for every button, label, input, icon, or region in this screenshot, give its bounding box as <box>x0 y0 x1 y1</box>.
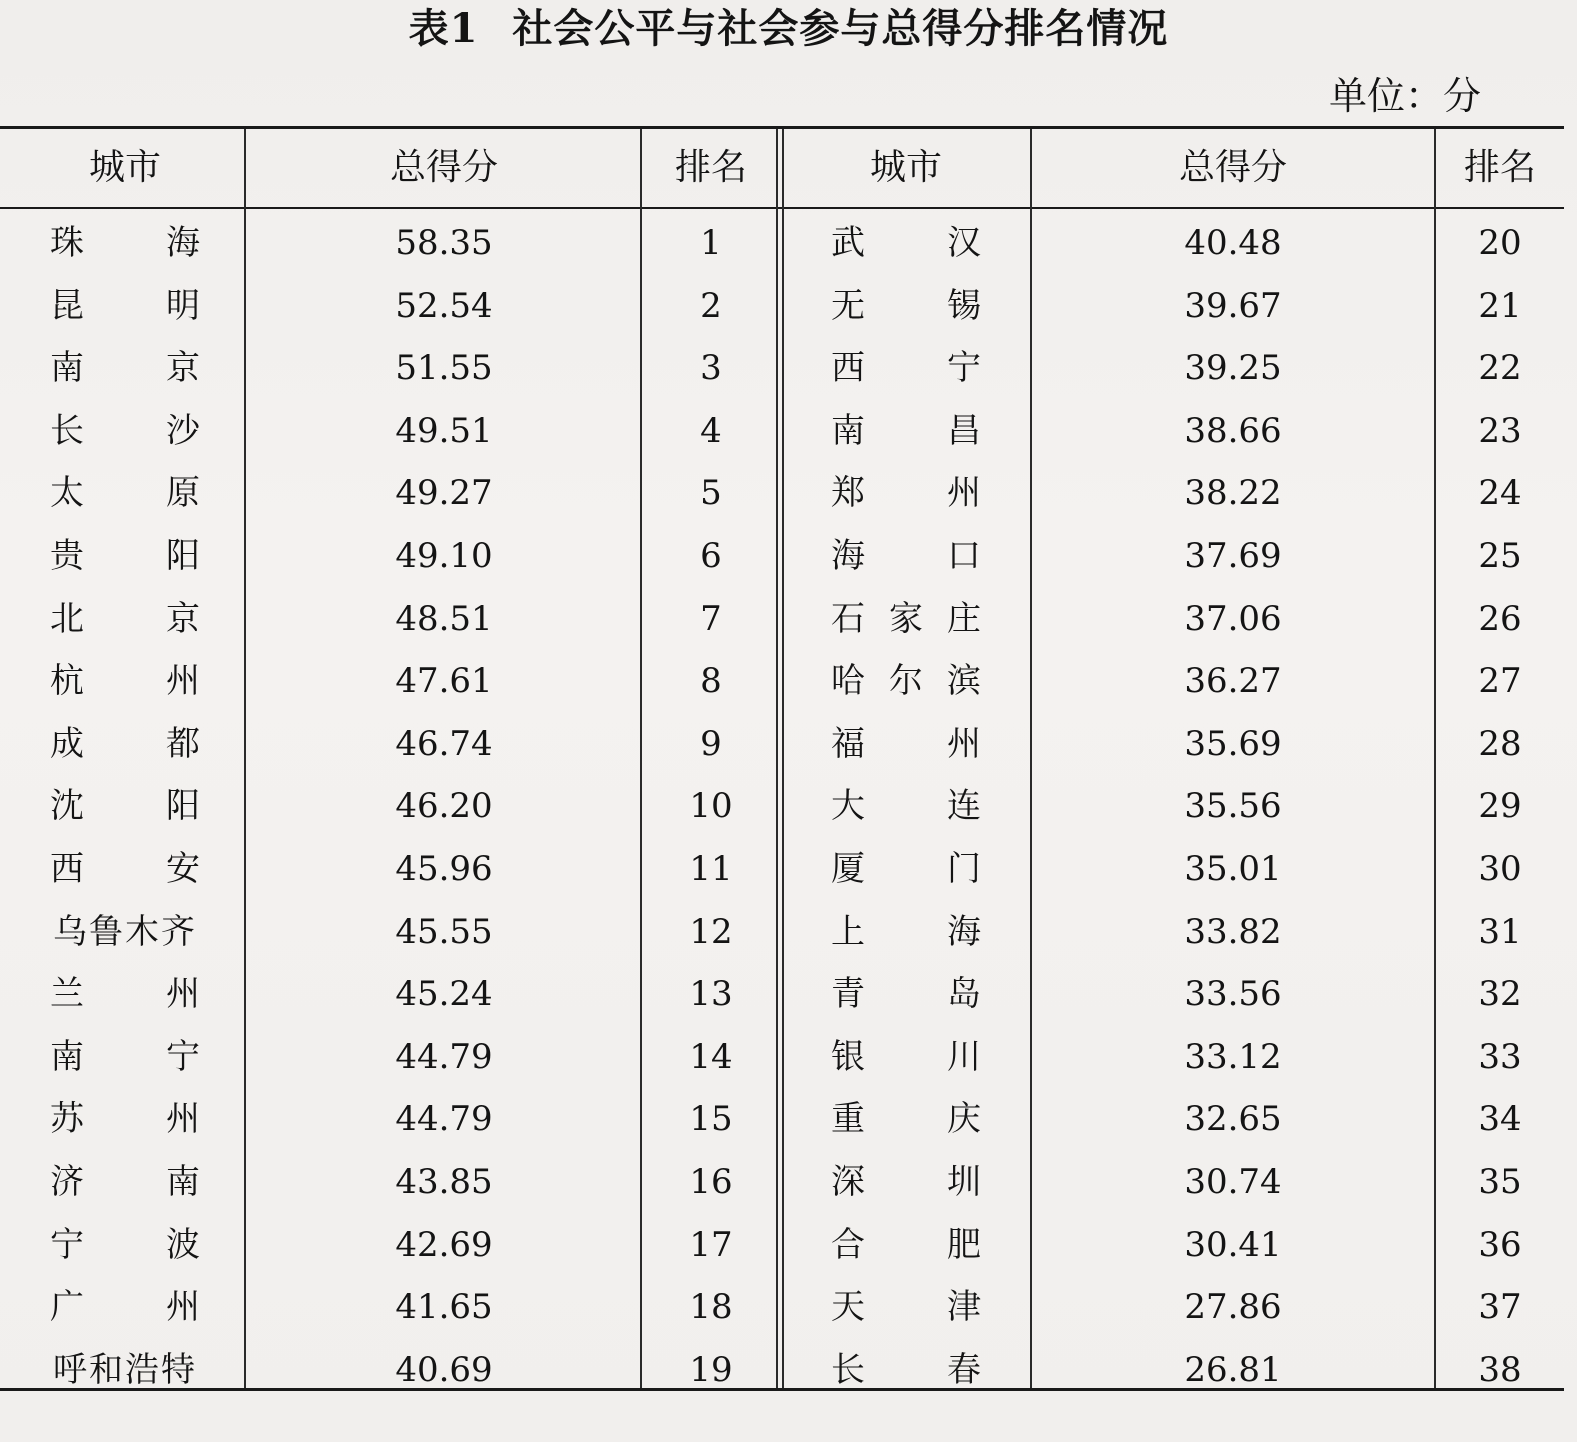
table-row <box>0 775 1564 837</box>
rank-cell-right: 28 <box>1478 723 1522 764</box>
rank-cell-right: 22 <box>1478 348 1522 389</box>
city-name: 海口 <box>831 536 981 576</box>
city-cell-left <box>30 275 220 337</box>
rank-cell-left: 7 <box>700 598 722 639</box>
city-cell-left <box>30 588 220 650</box>
city-cell-right <box>806 337 1006 399</box>
city-name: 乌鲁木齐 <box>53 911 197 952</box>
city-name: 济南 <box>50 1162 200 1202</box>
rank-cell-right: 24 <box>1478 473 1522 514</box>
city-cell-right <box>806 462 1006 524</box>
score-cell-right: 40.48 <box>1184 223 1282 263</box>
rank-cell-left: 2 <box>700 285 722 326</box>
city-name: 南京 <box>50 348 200 389</box>
score-cell-right: 35.56 <box>1184 786 1282 827</box>
table-row <box>0 525 1564 587</box>
rank-cell-left: 13 <box>689 974 733 1015</box>
score-cell-left: 41.65 <box>395 1287 493 1328</box>
ranking-table <box>0 126 1564 1392</box>
header-score-right: 总得分 <box>1178 147 1287 188</box>
score-cell-right: 35.69 <box>1184 723 1282 764</box>
table-row <box>0 1214 1564 1276</box>
score-cell-right: 30.41 <box>1184 1224 1282 1265</box>
city-name: 郑州 <box>831 473 981 514</box>
rank-cell-right: 26 <box>1478 598 1522 639</box>
city-name: 长沙 <box>50 410 200 451</box>
score-cell-right: 39.67 <box>1184 285 1282 326</box>
score-cell-left: 52.54 <box>395 285 493 326</box>
table-row <box>0 1276 1564 1338</box>
city-cell-left <box>30 650 220 712</box>
score-cell-right: 35.01 <box>1184 849 1282 889</box>
score-cell-right: 36.27 <box>1184 661 1282 702</box>
table-number: 表1 <box>408 5 479 52</box>
city-cell-right <box>806 838 1006 900</box>
rank-cell-right: 38 <box>1478 1349 1522 1390</box>
score-cell-right: 33.12 <box>1184 1036 1282 1077</box>
city-cell-right <box>806 650 1006 712</box>
score-cell-left: 44.79 <box>395 1036 493 1077</box>
rank-cell-left: 5 <box>700 473 722 514</box>
rank-cell-left: 19 <box>689 1349 733 1390</box>
table-row <box>0 650 1564 712</box>
rank-cell-left: 8 <box>700 661 722 702</box>
table-row <box>0 713 1564 775</box>
score-cell-left: 49.27 <box>395 473 493 514</box>
city-cell-right <box>806 1339 1006 1401</box>
city-name: 深圳 <box>831 1162 981 1202</box>
rank-cell-left: 6 <box>700 536 722 576</box>
city-name: 银川 <box>831 1036 981 1077</box>
city-name: 石家庄 <box>831 598 981 639</box>
rank-cell-right: 37 <box>1478 1287 1522 1328</box>
score-cell-left: 44.79 <box>395 1099 493 1140</box>
table-row <box>0 963 1564 1025</box>
city-name: 上海 <box>831 911 981 952</box>
city-cell-right <box>806 1088 1006 1150</box>
city-cell-left <box>30 713 220 775</box>
header-city-left: 城市 <box>88 147 161 188</box>
rank-cell-left: 14 <box>689 1036 733 1077</box>
score-cell-right: 26.81 <box>1184 1349 1282 1390</box>
rank-cell-left: 16 <box>689 1162 733 1202</box>
city-cell-left <box>30 838 220 900</box>
city-cell-right <box>806 963 1006 1025</box>
rank-cell-right: 34 <box>1478 1099 1522 1140</box>
score-cell-right: 33.82 <box>1184 911 1282 952</box>
city-cell-right <box>806 775 1006 837</box>
rank-cell-right: 33 <box>1478 1036 1522 1077</box>
city-name: 南昌 <box>831 410 981 451</box>
city-cell-left <box>30 1276 220 1338</box>
city-name: 沈阳 <box>50 786 200 827</box>
rank-cell-left: 9 <box>700 723 722 764</box>
table-row <box>0 588 1564 650</box>
city-name: 杭州 <box>50 661 200 702</box>
city-cell-left <box>30 901 220 963</box>
rank-cell-left: 17 <box>689 1224 733 1265</box>
table-row <box>0 1339 1564 1401</box>
rank-cell-right: 29 <box>1478 786 1522 827</box>
city-name: 青岛 <box>831 974 981 1015</box>
city-cell-left <box>30 1026 220 1088</box>
table-row <box>0 337 1564 399</box>
city-name: 厦门 <box>831 849 981 889</box>
header-city-right: 城市 <box>869 147 942 188</box>
city-name: 珠海 <box>50 223 200 263</box>
header-score-left: 总得分 <box>389 147 498 188</box>
table-row <box>0 275 1564 337</box>
city-name: 成都 <box>50 723 200 764</box>
rank-cell-left: 4 <box>700 410 722 451</box>
table-row <box>0 462 1564 524</box>
rank-cell-right: 21 <box>1478 285 1522 326</box>
rank-cell-left: 15 <box>689 1099 733 1140</box>
score-cell-left: 45.24 <box>395 974 493 1015</box>
city-name: 合肥 <box>831 1224 981 1265</box>
city-cell-left <box>30 462 220 524</box>
city-name: 福州 <box>831 723 981 764</box>
table-title-text: 社会公平与社会参与总得分排名情况 <box>512 5 1169 52</box>
table-row <box>0 212 1564 274</box>
city-cell-right <box>806 713 1006 775</box>
score-cell-left: 47.61 <box>395 661 493 702</box>
header-rank-left: 排名 <box>674 147 747 188</box>
city-cell-right <box>806 1214 1006 1276</box>
rank-cell-right: 25 <box>1478 536 1522 576</box>
city-name: 北京 <box>50 598 200 639</box>
city-cell-left <box>30 1339 220 1401</box>
score-cell-left: 49.51 <box>395 410 493 451</box>
city-name: 呼和浩特 <box>53 1349 197 1390</box>
city-name: 武汉 <box>831 223 981 263</box>
city-cell-right <box>806 525 1006 587</box>
city-cell-right <box>806 212 1006 274</box>
score-cell-right: 33.56 <box>1184 974 1282 1015</box>
rank-cell-right: 31 <box>1478 911 1522 952</box>
rank-cell-left: 10 <box>689 786 733 827</box>
city-name: 西安 <box>50 849 200 889</box>
score-cell-left: 46.20 <box>395 786 493 827</box>
score-cell-right: 30.74 <box>1184 1162 1282 1202</box>
score-cell-left: 43.85 <box>395 1162 493 1202</box>
city-name: 南宁 <box>50 1036 200 1077</box>
city-cell-left <box>30 775 220 837</box>
city-cell-right <box>806 1026 1006 1088</box>
city-name: 大连 <box>831 786 981 827</box>
city-name: 宁波 <box>50 1224 200 1265</box>
city-name: 广州 <box>50 1287 200 1328</box>
score-cell-left: 46.74 <box>395 723 493 764</box>
rank-cell-right: 30 <box>1478 849 1522 889</box>
rank-cell-left: 11 <box>689 849 733 889</box>
table-row <box>0 1088 1564 1150</box>
city-cell-left <box>30 1214 220 1276</box>
table-row <box>0 901 1564 963</box>
rank-cell-right: 32 <box>1478 974 1522 1015</box>
city-cell-left <box>30 1088 220 1150</box>
city-cell-right <box>806 1276 1006 1338</box>
city-cell-left <box>30 963 220 1025</box>
city-cell-right <box>806 588 1006 650</box>
rank-cell-left: 12 <box>689 911 733 952</box>
city-name: 昆明 <box>50 285 200 326</box>
city-cell-left <box>30 525 220 587</box>
table-row <box>0 1151 1564 1213</box>
rank-cell-right: 20 <box>1478 223 1522 263</box>
city-name: 贵阳 <box>50 536 200 576</box>
city-cell-right <box>806 275 1006 337</box>
city-name: 哈尔滨 <box>831 661 981 702</box>
city-name: 长春 <box>831 1349 981 1390</box>
score-cell-right: 38.66 <box>1184 410 1282 451</box>
table-title <box>0 4 1577 54</box>
score-cell-left: 49.10 <box>395 536 493 576</box>
table-row <box>0 838 1564 900</box>
rank-cell-left: 3 <box>700 348 722 389</box>
score-cell-left: 45.55 <box>395 911 493 952</box>
city-name: 西宁 <box>831 348 981 389</box>
score-cell-left: 40.69 <box>395 1349 493 1390</box>
score-cell-left: 45.96 <box>395 849 493 889</box>
score-cell-right: 37.69 <box>1184 536 1282 576</box>
city-name: 太原 <box>50 473 200 514</box>
header-rank-right: 排名 <box>1463 147 1536 188</box>
rank-cell-right: 36 <box>1478 1224 1522 1265</box>
rank-cell-right: 35 <box>1478 1162 1522 1202</box>
rank-cell-right: 27 <box>1478 661 1522 702</box>
score-cell-right: 37.06 <box>1184 598 1282 639</box>
rank-cell-right: 23 <box>1478 410 1522 451</box>
unit-label: 单位：分 <box>1328 74 1481 118</box>
table-row <box>0 1026 1564 1088</box>
city-name: 兰州 <box>50 974 200 1015</box>
score-cell-left: 48.51 <box>395 598 493 639</box>
city-name: 苏州 <box>50 1099 200 1140</box>
city-cell-left <box>30 400 220 462</box>
table-row <box>0 400 1564 462</box>
city-cell-right <box>806 400 1006 462</box>
score-cell-right: 38.22 <box>1184 473 1282 514</box>
city-cell-right <box>806 901 1006 963</box>
score-cell-right: 39.25 <box>1184 348 1282 389</box>
score-cell-right: 27.86 <box>1184 1287 1282 1328</box>
score-cell-left: 42.69 <box>395 1224 493 1265</box>
city-name: 天津 <box>831 1287 981 1328</box>
rank-cell-left: 1 <box>700 223 722 263</box>
rank-cell-left: 18 <box>689 1287 733 1328</box>
city-name: 重庆 <box>831 1099 981 1140</box>
city-cell-left <box>30 212 220 274</box>
city-cell-left <box>30 1151 220 1213</box>
score-cell-left: 58.35 <box>395 223 493 263</box>
city-cell-left <box>30 337 220 399</box>
score-cell-left: 51.55 <box>395 348 493 389</box>
score-cell-right: 32.65 <box>1184 1099 1282 1140</box>
city-name: 无锡 <box>831 285 981 326</box>
city-cell-right <box>806 1151 1006 1213</box>
